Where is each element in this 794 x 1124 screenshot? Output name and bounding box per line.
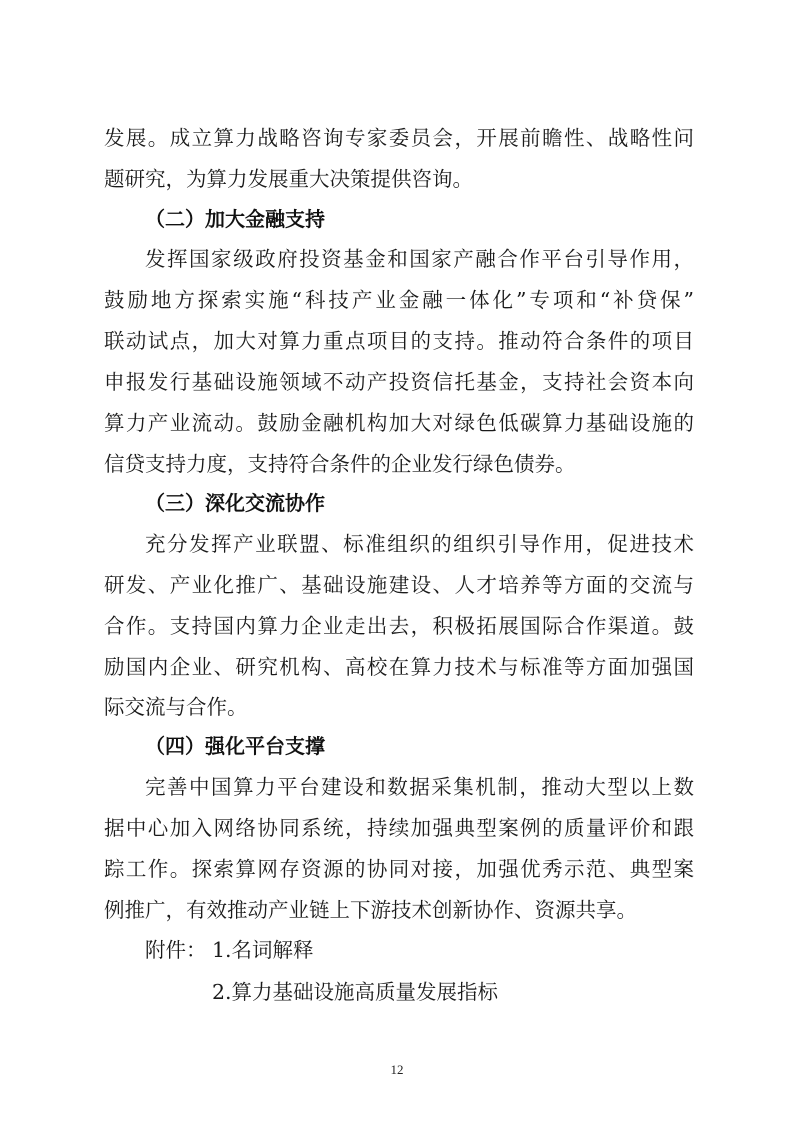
paragraph-line: 合作。支持国内算力企业走出去，积极拓展国际合作渠道。鼓 [104,614,694,638]
paragraph-line: 例推广，有效推动产业链上下游技术创新协作、资源共享。 [104,898,637,922]
paragraph-line: 信贷支持力度，支持符合条件的企业发行绿色债券。 [104,452,576,476]
paragraph-line: 算力产业流动。鼓励金融机构加大对绿色低碳算力基础设施的 [104,411,694,435]
paragraph-line: 励国内企业、研究机构、高校在算力技术与标准等方面加强国 [104,655,694,679]
paragraph-line: 完善中国算力平台建设和数据采集机制，推动大型以上数 [145,775,694,799]
paragraph-line: 发挥国家级政府投资基金和国家产融合作平台引导作用， [145,247,694,271]
section-heading: （三）深化交流协作 [145,491,325,515]
paragraph-line: 鼓励地方探索实施“科技产业金融一体化”专项和“补贷保” [104,288,694,312]
paragraph-line: 际交流与合作。 [104,695,248,719]
paragraph-line: 充分发挥产业联盟、标准组织的组织引导作用，促进技术 [145,532,694,556]
section-heading: （四）强化平台支撑 [145,734,325,758]
page-number: 12 [390,1062,404,1077]
paragraph-line: 联动试点，加大对算力重点项目的支持。推动符合条件的项目 [104,329,694,353]
paragraph-line: 申报发行基础设施领域不动产投资信托基金，支持社会资本向 [104,370,694,394]
paragraph-line: 据中心加入网络协同系统，持续加强典型案例的质量评价和跟 [104,816,694,840]
paragraph-line: 踪工作。探索算网存资源的协同对接，加强优秀示范、典型案 [104,857,694,881]
section-heading: （二）加大金融支持 [145,207,325,231]
attachment-item: 1.名词解释 [212,938,314,962]
attachment-item: 2.算力基础设施高质量发展指标 [212,980,499,1004]
paragraph-line: 研发、产业化推广、基础设施建设、人才培养等方面的交流与 [104,573,694,597]
paragraph-line: 发展。成立算力战略咨询专家委员会，开展前瞻性、战略性问 [104,126,694,150]
attachments-label: 附件： [145,938,207,962]
paragraph-line: 题研究，为算力发展重大决策提供咨询。 [104,167,473,191]
